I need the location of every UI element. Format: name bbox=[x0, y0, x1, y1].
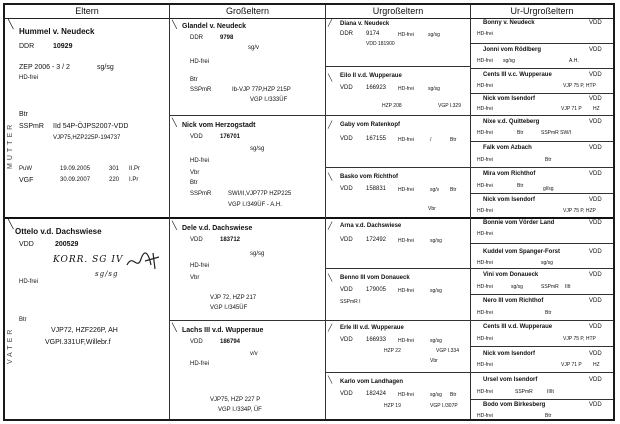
grandparent-vbr: Vbr bbox=[190, 275, 200, 281]
ggg-cell bbox=[471, 19, 613, 44]
ggg-reg: VDD bbox=[589, 249, 602, 255]
great-grandparent-cell bbox=[326, 321, 470, 373]
great-grandparent-name: Diana v. Neudeck bbox=[340, 21, 390, 27]
great-grandparent-cell bbox=[326, 219, 470, 269]
ggg-detail: sg/sg bbox=[511, 284, 523, 290]
great-grandparent-cell bbox=[326, 116, 470, 168]
great-grandparent-vbr: Vbr bbox=[430, 358, 438, 364]
ggg-name: Nero III vom Richthof bbox=[483, 298, 544, 304]
ggg-detail: VJP 75 P, HTP bbox=[563, 83, 596, 89]
ggg-cell bbox=[471, 168, 613, 194]
father-name: Ottelo v.d. Dachswiese bbox=[15, 227, 102, 236]
mother-puw-date: 19.09.2005 bbox=[60, 166, 91, 172]
ggg-detail: gl/sg bbox=[543, 186, 554, 192]
ggg-detail: Btr bbox=[545, 413, 552, 419]
great-grandparent-reg: VDD bbox=[340, 337, 353, 343]
mother-btr: Btr bbox=[19, 111, 28, 118]
ggg-reg: VDD bbox=[589, 171, 602, 177]
great-grandparent-cell bbox=[326, 67, 470, 116]
ggg-hd: HD-frei bbox=[477, 362, 493, 368]
great-grandparents-column bbox=[326, 19, 471, 419]
grandparent-sspmr: SSPmR bbox=[190, 87, 212, 93]
ggg-detail: sg/sg bbox=[541, 260, 553, 266]
ggg-detail: SSPmR bbox=[541, 284, 559, 290]
ggg-name: Cents III v.d. Wupperaue bbox=[483, 324, 553, 330]
arrow-mark: ╲ bbox=[172, 323, 177, 332]
parents-column bbox=[5, 19, 170, 419]
ggg-reg: VDD bbox=[589, 402, 602, 408]
ggg-hd: HD-frei bbox=[477, 310, 493, 316]
ggg-hd: HD-frei bbox=[477, 130, 493, 136]
great-grandparent-cell bbox=[326, 168, 470, 219]
ggg-cell bbox=[471, 44, 613, 69]
ggg-detail: VJP 75 P, HZP bbox=[563, 208, 596, 214]
grandparent-name: Nick vom Herzogstadt bbox=[182, 122, 256, 129]
ggg-cell bbox=[471, 347, 613, 373]
ggg-detail: HZ bbox=[593, 106, 600, 112]
arrow-mark: ╲ bbox=[328, 377, 333, 384]
great-grandparent-line2: HZP 19 bbox=[384, 403, 401, 409]
great-grandparent-number: 166933 bbox=[366, 337, 387, 343]
ggg-name: Bodo vom Birkesberg bbox=[483, 402, 546, 408]
mother-vgf-prize: I.Pr bbox=[129, 177, 139, 183]
ggg-reg: VDD bbox=[589, 145, 602, 151]
header-great-grandparents: Urgroßeltern bbox=[326, 5, 471, 19]
grandparent-btr: Btr bbox=[190, 77, 198, 83]
great-grandparent-line2: HZP 22 bbox=[384, 348, 401, 354]
great-grandparent-sg: sg/sg bbox=[428, 32, 440, 38]
grandparent-cell-3 bbox=[170, 219, 325, 321]
grandparent-line1: SWI/II,VJP77P HZP225 bbox=[228, 191, 292, 197]
grandparent-line2: VGP I./345ÜF bbox=[210, 305, 248, 311]
ggg-detail: sg/sg bbox=[503, 58, 515, 64]
arrow-mark: ╱ bbox=[328, 325, 333, 332]
mother-number: 10929 bbox=[53, 43, 73, 50]
ggg-cell bbox=[471, 373, 613, 400]
ggg-detail: SSPmR SW/I bbox=[541, 130, 572, 136]
ggg-detail: Btr bbox=[517, 130, 524, 136]
header-grandparents: Großeltern bbox=[170, 5, 326, 19]
ggg-cell bbox=[471, 321, 613, 347]
ggg-detail: VJP 75 P, HTP bbox=[563, 336, 596, 342]
grandparent-line1: VJP 72, HZP 217 bbox=[210, 295, 257, 301]
ggg-detail: Btr bbox=[545, 157, 552, 163]
mother-vjp: VJP75,HZP225P-194737 bbox=[53, 135, 121, 141]
father-cell bbox=[5, 219, 169, 423]
ggg-reg: VDD bbox=[589, 272, 602, 278]
ggg-hd: HD-frei bbox=[477, 183, 493, 189]
grandparent-hd: HD-frei bbox=[190, 158, 209, 164]
ggg-reg: VDD bbox=[589, 377, 602, 383]
mother-vgf-date: 30.09.2007 bbox=[60, 177, 91, 183]
signature-scribble bbox=[125, 251, 163, 273]
great-grandparent-sg: sg/sg bbox=[430, 392, 442, 398]
grandparent-vbr: Vbr bbox=[190, 170, 200, 176]
ggg-cell bbox=[471, 116, 613, 142]
grandparent-sg: sg/v bbox=[248, 45, 260, 51]
great-grandparent-reg: DDR bbox=[340, 31, 353, 37]
ggg-cell bbox=[471, 244, 613, 269]
grandparent-hd: HD-frei bbox=[190, 263, 209, 269]
ggg-name: Nixe v.d. Quitteberg bbox=[483, 119, 540, 125]
mother-puw: PuW bbox=[19, 166, 33, 172]
great-grandparent-hd: HD-frei bbox=[398, 392, 414, 398]
mother-reg: DDR bbox=[19, 43, 35, 50]
ggg-reg: VDD bbox=[589, 197, 602, 203]
ggg-detail: IIIIt bbox=[547, 389, 554, 395]
ggg-detail: Btr bbox=[545, 310, 552, 316]
grandparent-sg: v/v bbox=[250, 351, 258, 357]
grandparent-number: 183712 bbox=[220, 237, 241, 243]
ggg-detail: SSPmR bbox=[515, 389, 533, 395]
ggg-name: Bonny v. Neudeck bbox=[483, 20, 535, 26]
great-grandparent-number: 9174 bbox=[366, 31, 380, 37]
side-label-mother: MUTTER bbox=[7, 121, 14, 169]
arrow-mark: ╲ bbox=[8, 19, 14, 29]
ggg-detail: Btr bbox=[517, 183, 524, 189]
ggg-name: Falk vom Azbach bbox=[483, 145, 532, 151]
mother-puw-num: 301 bbox=[109, 166, 120, 172]
mother-puw-prize: II.Pr bbox=[129, 166, 141, 172]
great-grandparent-hd: HD-frei bbox=[398, 238, 414, 244]
grandparent-name: Dele v.d. Dachswiese bbox=[182, 225, 253, 232]
great-grandparent-btr: Btr bbox=[450, 137, 457, 143]
arrow-mark: ╲ bbox=[328, 75, 333, 82]
great-grandparent-hd: HD-frei bbox=[398, 137, 414, 143]
father-korr-handwritten: KORR. SG IV bbox=[53, 255, 124, 265]
ggg-reg: VDD bbox=[589, 351, 602, 357]
ggg-name: Bonnie vom Vörder Land bbox=[483, 220, 555, 226]
great-grandparent-cell bbox=[326, 373, 470, 423]
great-grandparent-cell bbox=[326, 269, 470, 321]
ggg-cell bbox=[471, 219, 613, 244]
ggg-reg: VDD bbox=[589, 47, 602, 53]
ggg-name: Cents III v.c. Wupperaue bbox=[483, 72, 552, 78]
ggg-detail: HZ bbox=[593, 362, 600, 368]
grandparent-name: Lachs III v.d. Wupperaue bbox=[182, 327, 264, 334]
header-great-great-grandparents: Ur-Urgroßeltern bbox=[471, 5, 613, 19]
father-vgp: VGPI.331UF,Willebr.f bbox=[45, 339, 111, 346]
ggg-cell bbox=[471, 142, 613, 168]
great-grandparent-sg: sg/sg bbox=[430, 338, 442, 344]
grandparent-name: Glandel v. Neudeck bbox=[182, 23, 247, 30]
grandparent-sspmr: SSPmR bbox=[190, 191, 212, 197]
ggg-hd: HD-frei bbox=[477, 389, 493, 395]
father-vjp: VJP72, HZF226P, AH bbox=[51, 327, 118, 334]
ggg-cell bbox=[471, 400, 613, 423]
ggg-detail: VJP 71 P bbox=[561, 106, 582, 112]
great-grandparent-name: Gaby vom Ratenkopf bbox=[340, 122, 401, 128]
great-grandparent-name: Eilo II v.d. Wupperaue bbox=[340, 73, 402, 79]
great-grandparent-hd: HD-frei bbox=[398, 187, 414, 193]
great-grandparent-name: Karlo vom Landhagen bbox=[340, 379, 404, 385]
great-grandparent-name: Basko vom Richthof bbox=[340, 174, 399, 180]
grandparent-btr: Btr bbox=[190, 180, 198, 186]
side-label-father: VATER bbox=[7, 326, 14, 364]
grandparent-number: 186794 bbox=[220, 339, 241, 345]
great-grandparent-number: 166923 bbox=[366, 85, 387, 91]
ggg-hd: HD-frei bbox=[477, 208, 493, 214]
mother-vgf: VGF bbox=[19, 177, 34, 184]
ggg-hd: HD-frei bbox=[477, 413, 493, 419]
great-grandparent-line2: HZP 208 bbox=[382, 103, 402, 109]
great-grandparent-reg: VDD bbox=[340, 85, 353, 91]
grandparent-line2: VGP I./334P, ÜF bbox=[218, 407, 262, 413]
great-grandparent-number: 182424 bbox=[366, 391, 387, 397]
grandparent-cell-2 bbox=[170, 116, 325, 219]
grandparent-line1: VJP75, HZP 227 P bbox=[210, 397, 261, 403]
great-grandparent-reg: VDD bbox=[340, 391, 353, 397]
great-grandparent-sg: sg/v bbox=[430, 187, 440, 193]
father-number: 200529 bbox=[55, 241, 79, 248]
ggg-hd: HD-frei bbox=[477, 231, 493, 237]
ggg-name: Nick vom Isendorf bbox=[483, 351, 536, 357]
grandparent-hd: HD-frei bbox=[190, 59, 209, 65]
great-grandparent-sg: sg/sg bbox=[428, 86, 440, 92]
ggg-name: Kuddel vom Spanger-Forst bbox=[483, 249, 561, 255]
arrow-mark: ╱ bbox=[328, 122, 333, 129]
grandparent-reg: VDD bbox=[190, 134, 203, 140]
great-grandparent-line3: VGP I.329 bbox=[438, 103, 461, 109]
great-grandparent-reg: VDD bbox=[340, 237, 353, 243]
ggg-name: Mira vom Richthof bbox=[483, 171, 536, 177]
ggg-reg: VDD bbox=[589, 119, 602, 125]
ggg-reg: VDD bbox=[589, 220, 602, 226]
great-grandparent-sg: / bbox=[430, 137, 432, 143]
ggg-cell bbox=[471, 69, 613, 94]
mother-cell bbox=[5, 19, 169, 219]
arrow-mark: ╲ bbox=[172, 221, 177, 230]
grandparent-reg: DDR bbox=[190, 35, 203, 41]
mother-vgf-num: 220 bbox=[109, 177, 120, 183]
great-grandparent-line3: VGP I.334 bbox=[436, 348, 459, 354]
great-grandparent-reg: VDD bbox=[340, 186, 353, 192]
ggg-reg: VDD bbox=[589, 324, 602, 330]
ggg-detail: IIIt bbox=[565, 284, 571, 290]
great-grandparent-name: Benno III vom Donaueck bbox=[340, 275, 410, 281]
ggg-reg: VDD bbox=[589, 96, 602, 102]
grandparent-line2: VGP I./333ÜF bbox=[250, 97, 288, 103]
great-grandparent-line2: SSPmR I bbox=[340, 299, 361, 305]
arrow-mark: ╲ bbox=[328, 275, 333, 282]
ggg-detail: VJP 71 P bbox=[561, 362, 582, 368]
great-grandparent-name: Erle III v.d. Wupperaue bbox=[340, 325, 404, 331]
ggg-name: Vini vom Donaueck bbox=[483, 272, 539, 278]
mother-sspmr-value: IId 54P-ÖJPS2007-VDD bbox=[53, 123, 129, 130]
mother-sspmr: SSPmR bbox=[19, 123, 44, 130]
arrow-mark: ╱ bbox=[328, 223, 333, 230]
great-grandparent-hd: HD-frei bbox=[398, 288, 414, 294]
grandparent-reg: VDD bbox=[190, 237, 203, 243]
grandparent-line2: VGP I./349ÜF - A.H. bbox=[228, 202, 282, 208]
ggg-cell bbox=[471, 194, 613, 219]
arrow-mark: ╲ bbox=[8, 219, 14, 229]
ggg-hd: HD-frei bbox=[477, 284, 493, 290]
great-grandparent-hd: HD-frei bbox=[398, 86, 414, 92]
ggg-hd: HD-frei bbox=[477, 31, 493, 37]
ggg-hd: HD-frei bbox=[477, 336, 493, 342]
great-grandparent-extra: VDD 181900 bbox=[366, 41, 395, 47]
grandparent-hd: HD-frei bbox=[190, 361, 209, 367]
mother-hd: HD-frei bbox=[19, 75, 38, 81]
arrow-mark: ╱ bbox=[328, 20, 333, 27]
great-grandparent-sg: sg/sg bbox=[430, 288, 442, 294]
father-hd: HD-frei bbox=[19, 279, 38, 285]
great-grandparent-number: 167155 bbox=[366, 136, 387, 142]
ggg-hd: HD-frei bbox=[477, 58, 493, 64]
ggg-cell bbox=[471, 94, 613, 116]
ggg-hd: HD-frei bbox=[477, 106, 493, 112]
ggg-name: Ursel vom Isendorf bbox=[483, 377, 538, 383]
great-grandparent-hd: HD-frei bbox=[398, 32, 414, 38]
father-korr-sg: sg/sg bbox=[95, 270, 119, 278]
ggg-name: Jonni vom Rödlberg bbox=[483, 47, 542, 53]
grandparents-column bbox=[170, 19, 326, 419]
ggg-name: Nick vom Isendorf bbox=[483, 96, 536, 102]
header-parents: Eltern bbox=[5, 5, 170, 19]
grandparent-sg: sg/sg bbox=[250, 251, 265, 257]
pedigree-sheet bbox=[3, 3, 615, 421]
great-grandparent-number: 158831 bbox=[366, 186, 387, 192]
great-grandparent-sg: sg/sg bbox=[430, 238, 442, 244]
arrow-mark: ╲ bbox=[172, 118, 177, 127]
mother-name: Hummel v. Neudeck bbox=[19, 27, 95, 36]
great-grandparent-btr: Btr bbox=[450, 392, 457, 398]
grandparent-line1: Ib-VJP 77P,HZP 215P bbox=[232, 87, 291, 93]
ggg-hd: HD-frei bbox=[477, 83, 493, 89]
great-grandparent-line3: VGP I./307P bbox=[430, 403, 458, 409]
great-grandparent-hd: HD-frei bbox=[398, 338, 414, 344]
mother-sg: sg/sg bbox=[97, 64, 114, 71]
great-grandparent-cell bbox=[326, 19, 470, 67]
father-btr: Btr bbox=[19, 317, 27, 323]
great-grandparent-vbr: Vbr bbox=[428, 206, 436, 212]
great-great-grandparents-column bbox=[471, 19, 613, 419]
ggg-reg: VDD bbox=[589, 72, 602, 78]
grandparent-reg: VDD bbox=[190, 339, 203, 345]
ggg-hd: HD-frei bbox=[477, 157, 493, 163]
ggg-name: Nick vom Isendorf bbox=[483, 197, 536, 203]
great-grandparent-reg: VDD bbox=[340, 136, 353, 142]
ggg-cell bbox=[471, 269, 613, 295]
grandparent-number: 176701 bbox=[220, 134, 241, 140]
grandparent-number: 9798 bbox=[220, 35, 234, 41]
great-grandparent-number: 179005 bbox=[366, 287, 387, 293]
ggg-hd: HD-frei bbox=[477, 260, 493, 266]
arrow-mark: ╲ bbox=[328, 174, 333, 181]
ggg-reg: VDD bbox=[589, 298, 602, 304]
great-grandparent-number: 172492 bbox=[366, 237, 387, 243]
mother-zep: ZEP 2006 - 3 / 2 bbox=[19, 64, 70, 71]
great-grandparent-name: Arna v.d. Dachswiese bbox=[340, 223, 402, 229]
ggg-reg: VDD bbox=[589, 20, 602, 26]
ggg-detail: A.H. bbox=[569, 58, 579, 64]
great-grandparent-reg: VDD bbox=[340, 287, 353, 293]
ggg-cell bbox=[471, 295, 613, 321]
grandparent-cell-4 bbox=[170, 321, 325, 423]
arrow-mark: ╲ bbox=[172, 20, 177, 29]
grandparent-sg: sg/sg bbox=[250, 146, 265, 152]
grandparent-cell-1 bbox=[170, 19, 325, 116]
great-grandparent-btr: Btr bbox=[450, 187, 457, 193]
father-reg: VDD bbox=[19, 241, 34, 248]
